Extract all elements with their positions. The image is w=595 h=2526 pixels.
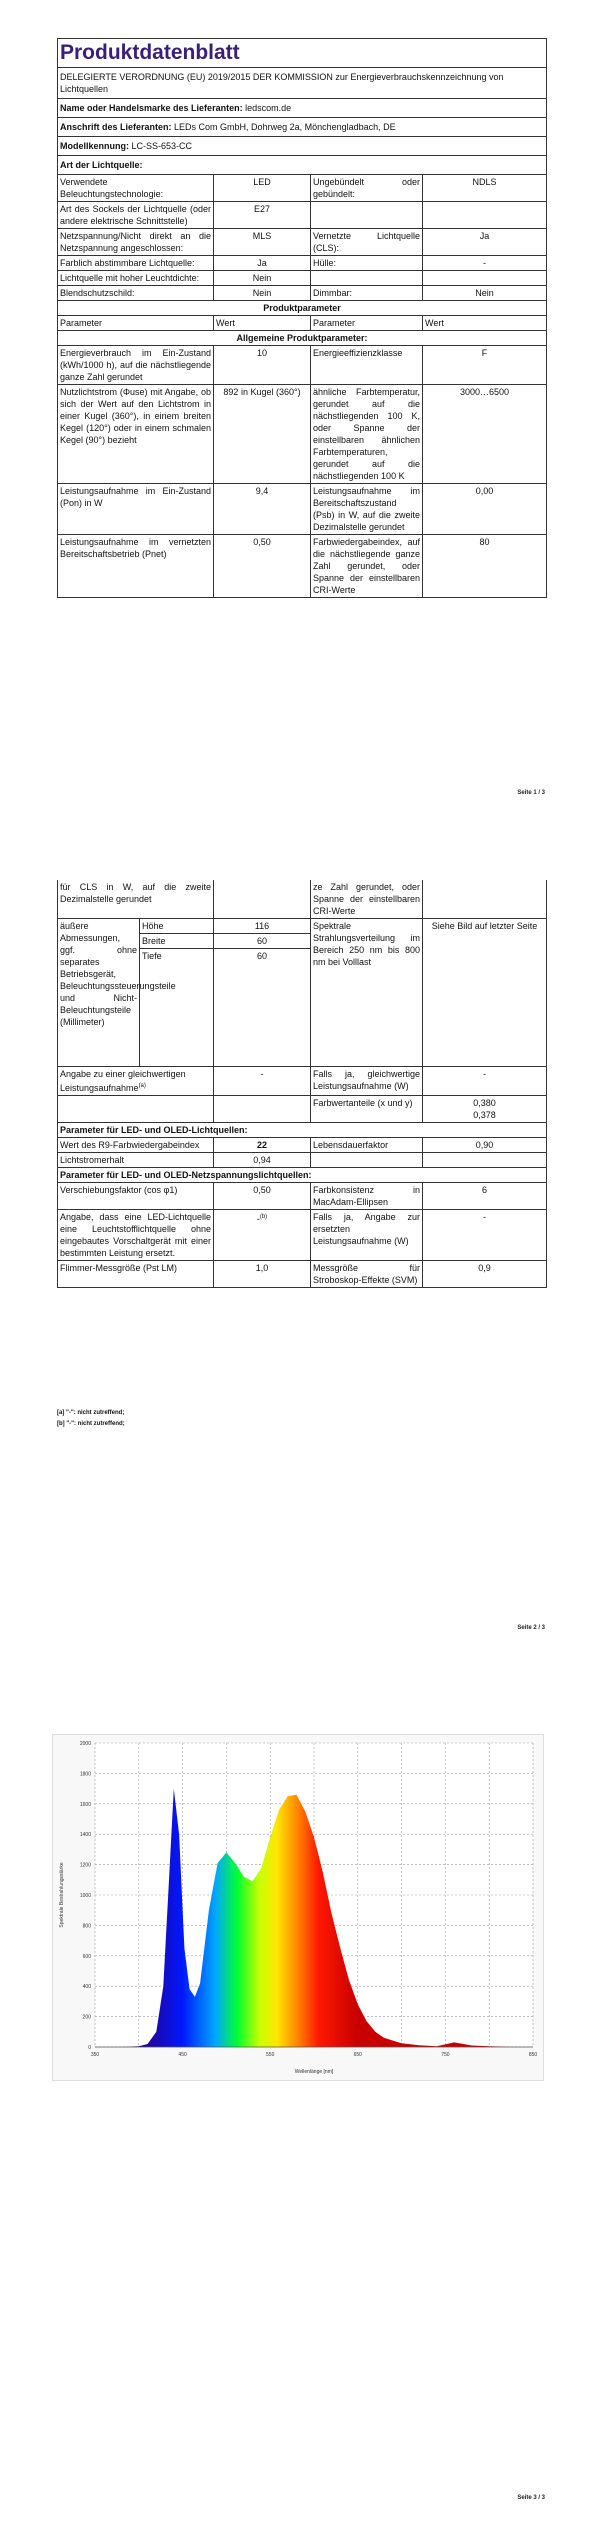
power-on-label: Leistungsaufnahme im Ein-Zustand (Pon) in W <box>58 484 214 535</box>
supplier-address-row <box>58 118 547 137</box>
supplier-name-row <box>58 99 547 118</box>
high-luminance-value: Nein <box>214 271 311 286</box>
supplier-name-value: ledscom.de <box>245 103 292 113</box>
product-params-header: Produktparameter <box>58 301 547 316</box>
technology-value: LED <box>214 175 311 202</box>
y-tick-label: 0 <box>88 2045 91 2051</box>
y-tick-label: 800 <box>82 1923 91 1930</box>
general-params-header: Allgemeine Produktparameter: <box>58 331 547 346</box>
color-consistency-value: 6 <box>423 1183 547 1210</box>
mains-label: Netzspannung/Nicht direkt an die Netzspannung angeschlossen: <box>58 229 214 256</box>
spectrum-svg <box>53 1735 543 2080</box>
replaced-power-value: - <box>423 1210 547 1261</box>
standby-label: Leistungsaufnahme im Bereitschaftszustand (Psb) in W, auf die zweite Dezimalstelle gerundet <box>311 484 423 535</box>
col-param-2: Parameter <box>311 316 423 331</box>
page-break-mask <box>0 776 595 880</box>
dimensions-label: äußere Abmessungen, ggf. ohne separates Betriebsgerät, Beleuchtungssteuerungsteile und Nicht-Beleuchtungsteile (Millimeter) <box>58 919 140 1067</box>
connected-value: Ja <box>423 229 547 256</box>
light-source-type-header: Art der Lichtquelle: <box>58 156 547 175</box>
regulation-text: DELEGIERTE VERORDNUNG (EU) 2019/2015 DER KOMMISSION zur Energieverbrauchskennzeichnung von Lichtquellen <box>58 68 547 99</box>
col-value: Wert <box>214 316 311 331</box>
lumen-maintenance-label: Lichtstromerhalt <box>58 1153 214 1168</box>
standby-value: 0,00 <box>423 484 547 535</box>
product-data-table-part-1 <box>57 38 547 598</box>
model-row <box>58 137 547 156</box>
net-standby-label: Leistungsaufnahme im vernetzten Bereitschaftsbetrieb (Pnet) <box>58 535 214 598</box>
chromaticity-label: Farbwertanteile (x und y) <box>311 1096 423 1123</box>
stroboscopic-label: Messgröße für Stroboskop-Effekte (SVM) <box>311 1261 423 1288</box>
dimmable-label: Dimmbar: <box>311 286 423 301</box>
y-tick-label: 1400 <box>79 1832 91 1839</box>
width-value: 60 <box>214 934 311 949</box>
survival-factor-label: Lebensdauerfaktor <box>311 1138 423 1153</box>
high-luminance-label: Lichtquelle mit hoher Leuchtdichte: <box>58 271 214 286</box>
y-tick-label: 1000 <box>79 1893 91 1899</box>
model-label: Modellkennung: <box>60 141 129 151</box>
product-data-table-part-2 <box>57 880 547 1288</box>
mains-params-header: Parameter für LED- und OLED-Netzspannungslichtquellen: <box>58 1168 547 1183</box>
y-axis-label: Spektrale Bestrahlungsstärke <box>59 1862 65 1928</box>
glare-label: Blendschutzschild: <box>58 286 214 301</box>
spectrum-label: Spektrale Strahlungsverteilung im Bereich 250 nm bis 800 nm bei Volllast <box>311 919 423 1067</box>
y-tick-label: 1200 <box>79 1862 91 1869</box>
x-tick-label: 450 <box>178 2052 187 2058</box>
r9-label: Wert des R9-Farbwiedergabeindex <box>58 1138 214 1153</box>
energy-class-value: F <box>423 346 547 385</box>
x-tick-label: 750 <box>441 2052 450 2058</box>
y-tick-labels <box>80 1741 91 2051</box>
col-value-2: Wert <box>423 316 547 331</box>
socket-label: Art des Sockels der Lichtquelle (oder andere elektrische Schnittstelle) <box>58 202 214 229</box>
page-1 <box>0 0 595 880</box>
net-standby-value: 0,50 <box>214 535 311 598</box>
spectral-distribution-chart <box>52 1734 544 2081</box>
footnote-b: [b] "-": nicht zutreffend; <box>57 1421 125 1427</box>
directional-label: Ungebündelt oder gebündelt: <box>311 175 423 202</box>
replacement-label: Angabe, dass eine LED-Lichtquelle eine Leuchtstofflichtquelle ohne eingebautes Vorschaltgerät mit einer bestimmten Leistung ersetzt. <box>58 1210 214 1261</box>
chromaticity-x: 0,380 <box>473 1098 496 1108</box>
chromaticity-y: 0,378 <box>473 1110 496 1120</box>
cri-value: 80 <box>423 535 547 598</box>
y-tick-label: 400 <box>82 1984 91 1991</box>
tunable-label: Farblich abstimmbare Lichtquelle: <box>58 256 214 271</box>
mains-value: MLS <box>214 229 311 256</box>
depth-value: 60 <box>214 949 311 1067</box>
supplier-address-label: Anschrift des Lieferanten: <box>60 122 172 132</box>
flux-value: 892 in Kugel (360°) <box>214 385 311 484</box>
dimmable-value: Nein <box>423 286 547 301</box>
y-tick-label: 200 <box>82 2014 91 2021</box>
flicker-value: 1,0 <box>214 1261 311 1288</box>
net-standby-carry-label: für CLS in W, auf die zweite Dezimalstelle gerundet <box>58 880 214 919</box>
x-tick-labels <box>91 2052 538 2058</box>
y-tick-label: 600 <box>82 1953 91 1960</box>
envelope-label: Hülle: <box>311 256 423 271</box>
x-tick-label: 550 <box>266 2052 275 2058</box>
technology-label: Verwendete Beleuchtungstechnologie: <box>58 175 214 202</box>
equivalent-power-w-label: Falls ja, gleichwertige Leistungsaufnahme (W) <box>311 1067 423 1096</box>
color-consistency-label: Farbkonsistenz in MacAdam-Ellipsen <box>311 1183 423 1210</box>
x-tick-label: 850 <box>528 2052 538 2058</box>
cri-label: Farbwiedergabeindex, auf die nächstliegende ganze Zahl gerundet, oder Spanne der einstellbaren CRI-Werte <box>311 535 423 598</box>
footnotes <box>57 1408 125 1430</box>
col-param: Parameter <box>58 316 214 331</box>
equivalent-power-label: Angabe zu einer gleichwertigen Leistungsaufnahme$^{(a)}$ <box>58 1067 214 1096</box>
flicker-label: Flimmer-Messgröße (Pst LM) <box>58 1261 214 1288</box>
envelope-value: - <box>423 256 547 271</box>
connected-label: Vernetzte Lichtquelle (CLS): <box>311 229 423 256</box>
tunable-value: Ja <box>214 256 311 271</box>
led-params-header: Parameter für LED- und OLED-Lichtquellen: <box>58 1123 547 1138</box>
x-axis-label: Wellenlänge [nm] <box>294 2069 334 2075</box>
x-tick-label: 350 <box>90 2052 100 2058</box>
survival-factor-value: 0,90 <box>423 1138 547 1153</box>
spectrum-value: Siehe Bild auf letzter Seite <box>423 919 547 1067</box>
glare-value: Nein <box>214 286 311 301</box>
energy-value: 10 <box>214 346 311 385</box>
page-title: Produktdatenblatt <box>58 39 547 68</box>
y-tick-label: 2000 <box>79 1741 91 1747</box>
directional-value: NDLS <box>423 175 547 202</box>
width-label: Breite <box>140 934 214 949</box>
page-2 <box>0 880 595 1660</box>
energy-label: Energieverbrauch im Ein-Zustand (kWh/1000 h), auf die nächstliegende ganze Zahl gerundet <box>58 346 214 385</box>
lumen-maintenance-value: 0,94 <box>214 1153 311 1168</box>
x-tick-label: 650 <box>353 2052 362 2058</box>
socket-value: E27 <box>214 202 311 229</box>
equivalent-power-w-value: - <box>423 1067 547 1096</box>
cri-carry-label: ze Zahl gerundet, oder Spanne der einstellbaren CRI-Werte <box>311 880 423 919</box>
r9-value: 22 <box>214 1138 311 1153</box>
equivalent-power-value: - <box>214 1067 311 1096</box>
page-number-3: Seite 3 / 3 <box>517 2495 545 2501</box>
cct-label: ähnliche Farbtemperatur, gerundet auf die nächstliegenden 100 K, oder Spanne der einstellbaren ähnlichen Farbtemperaturen, gerundet auf die nächstliegenden 100 K <box>311 385 423 484</box>
power-on-value: 9,4 <box>214 484 311 535</box>
supplier-name-label: Name oder Handelsmarke des Lieferanten: <box>60 103 243 113</box>
supplier-address-value: LEDs Com GmbH, Dohrweg 2a, Mönchengladbach, DE <box>174 122 396 132</box>
energy-class-label: Energieeffizienzklasse <box>311 346 423 385</box>
footnote-a: [a] "-": nicht zutreffend; <box>57 1410 125 1416</box>
model-value: LC-SS-653-CC <box>131 141 193 151</box>
flux-label: Nutzlichtstrom (Φuse) mit Angabe, ob sich der Wert auf den Lichtstrom in einer Kugel (360°), in einem breiten Kegel (120°) oder in einem schmalen Kegel (90°) bezieht <box>58 385 214 484</box>
replacement-value: -$^{(b)}$ <box>214 1210 311 1261</box>
page-number-1: Seite 1 / 3 <box>517 790 545 796</box>
y-tick-label: 1800 <box>79 1771 91 1778</box>
height-value: 116 <box>214 919 311 934</box>
displacement-factor-label: Verschiebungsfaktor (cos φ1) <box>58 1183 214 1210</box>
page-number-2: Seite 2 / 3 <box>517 1625 545 1631</box>
cct-value: 3000…6500 <box>423 385 547 484</box>
depth-label: Tiefe <box>140 949 214 1067</box>
y-tick-label: 1600 <box>79 1801 91 1808</box>
displacement-factor-value: 0,50 <box>214 1183 311 1210</box>
page-3 <box>0 1660 595 2526</box>
replaced-power-label: Falls ja, Angabe zur ersetzten Leistungsaufnahme (W) <box>311 1210 423 1261</box>
height-label: Höhe <box>140 919 214 934</box>
stroboscopic-value: 0,9 <box>423 1261 547 1288</box>
chromaticity-value <box>423 1096 547 1123</box>
